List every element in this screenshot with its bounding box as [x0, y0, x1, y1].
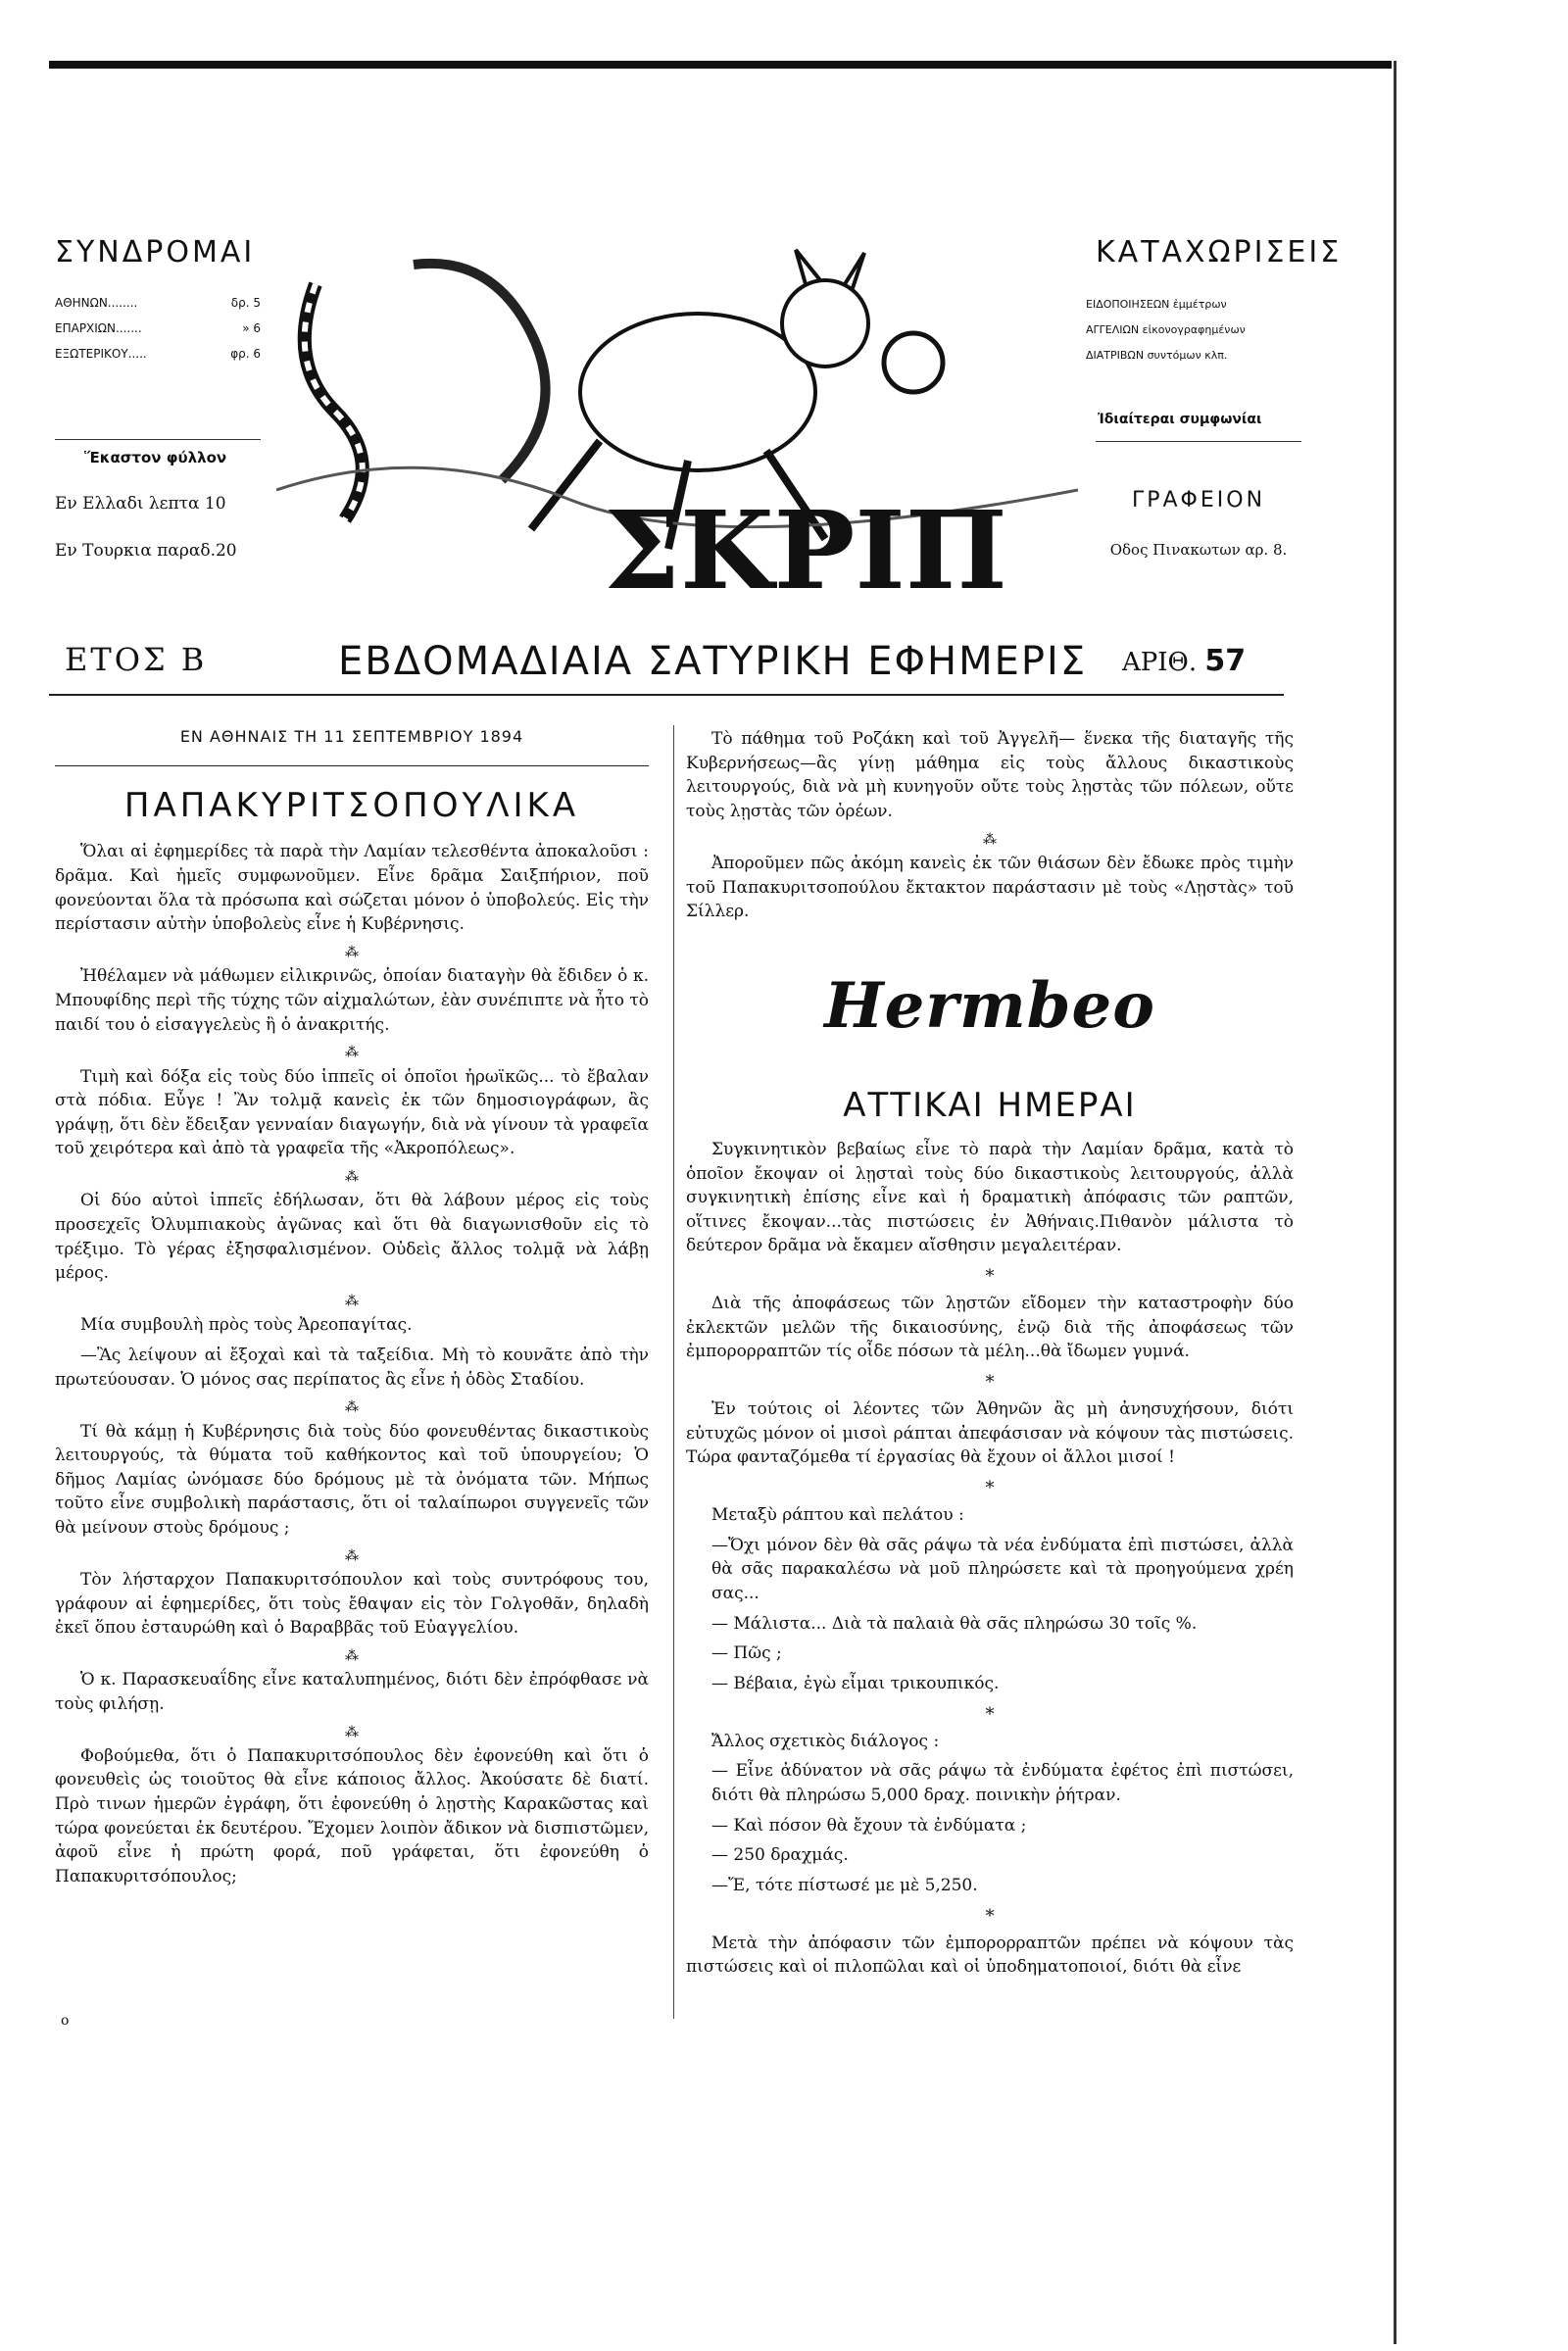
- column-divider: [673, 725, 674, 2019]
- ornament-separator: ⁂: [345, 1169, 359, 1186]
- each-issue-label: Ἕκαστον φύλλον: [84, 449, 227, 466]
- ornament-separator: ⁂: [345, 1399, 359, 1416]
- price-greece: Εν Ελλαδι λεπτα 10: [55, 494, 226, 514]
- paragraph: Μεταξὺ ράπτου καὶ πελάτου :: [711, 1505, 964, 1526]
- ads-row: ΑΓΓΕΛΙΩΝ εἰκονογραφημένων: [1086, 323, 1246, 336]
- dialogue-line: — Πῶς ;: [711, 1643, 782, 1664]
- paragraph: Ἀποροῦμεν πῶς ἀκόμη κανεὶς ἐκ τῶν θιάσων δὲν ἔδωκε πρὸς τιμὴν τοῦ Παπακυριτσοπούλου ἔκτακτον παράστασιν μὲ τοὺς «Λῃστὰς» τοῦ Σίλλερ.: [686, 853, 1294, 922]
- office-address: Οδος Πινακωτων αρ. 8.: [1109, 541, 1288, 559]
- cartoon-title: ΣΚΡΙΠ: [604, 487, 1007, 610]
- asterisk-separator: *: [985, 1703, 995, 1725]
- paragraph: Τὸν λήσταρχον Παπακυριτσόπουλον καὶ τοὺς συντρόφους του, γράφουν αἱ ἐφημερίδες, ὅτι τοὺς ἔθαψαν εἰς τὸν Γολγοθᾶν, δηλαδὴ ἐκεῖ ὅπου ἐσταυρώθη καὶ ὁ Βαραββᾶς τοῦ Εὐαγγελίου.: [55, 1570, 649, 1639]
- asterisk-separator: *: [985, 1478, 995, 1499]
- ornament-separator: ⁂: [983, 831, 997, 848]
- masthead-cartoon: [276, 245, 1078, 610]
- ornament-separator: ⁂: [345, 1547, 359, 1564]
- paragraph: Ἄλλος σχετικὸς διάλογος :: [711, 1731, 940, 1751]
- dialogue-line: — Μάλιστα... Διὰ τὰ παλαιὰ θὰ σᾶς πληρώσω 30 τοῖς %.: [711, 1613, 1198, 1634]
- paragraph: Ἠθέλαμεν νὰ μάθωμεν εἰλικρινῶς, ὁποίαν διαταγὴν θὰ ἔδιδεν ὁ κ. Μπουφίδης περὶ τῆς τύχης τῶν αἰχμαλώτων, ἐὰν συνέπιπτε νὰ ἦτο τὸ παιδί του ὁ εἰσαγγελεὺς ἢ ὁ ἀνακριτής.: [55, 966, 649, 1035]
- paragraph: Τιμὴ καὶ δόξα εἰς τοὺς δύο ἱππεῖς οἱ ὁποῖοι ἡρωϊκῶς... τὸ ἔβαλαν στὰ πόδια. Εὖγε ! Ἂν τολμᾷ κανεὶς ἐκ τῶν δημοσιογράφων, ἂς γράψῃ, ὅτι δὲν ἔδειξαν γενναίαν διαγωγήν, διὰ νὰ γίνουν τὰ γραφεῖα τοῦ χειρότερα καὶ ἀπὸ τὰ γραφεῖα τῆς «Ἀκροπόλεως».: [55, 1066, 649, 1159]
- stray-mark: o: [61, 2013, 70, 2029]
- paragraph: Ὅλαι αἱ ἐφημερίδες τὰ παρὰ τὴν Λαμίαν τελεσθέντα ἀποκαλοῦσι : δρᾶμα. Καὶ ἡμεῖς συμφωνοῦμεν. Εἶνε δρᾶμα Σαιξπήριον, ποῦ φονεύονται ὅλα τὰ πρόσωπα καὶ σώζεται μόνον ὁ ὑποβολεύς. Εἰς τὴν περίστασιν αὐτὴν ὑποβολεὺς εἶνε ἡ Κυβέρνησις.: [55, 842, 649, 935]
- paragraph: Τὸ πάθημα τοῦ Ροζάκη καὶ τοῦ Ἀγγελῆ— ἕνεκα τῆς διαταγῆς τῆς Κυβερνήσεως—ἂς γίνῃ μάθημα εἰς τοὺς ἄλλους δικαστικοὺς λειτουργούς, διὰ νὰ μὴ κυνηγοῦν οὔτε τοὺς λῃστὰς τῶν πόλεων, οὔτε τοὺς λῃστὰς τῶν ὀρέων.: [686, 729, 1294, 821]
- ads-special-terms: Ἰδιαίτεραι συμφωνίαι: [1098, 412, 1262, 427]
- dialogue-line: — Βέβαια, ἐγὼ εἶμαι τρικουπικός.: [711, 1674, 1000, 1694]
- ads-row: ΕΙΔΟΠΟΙΗΣΕΩΝ ἐμμέτρων: [1086, 298, 1227, 311]
- dialogue-line: — 250 δραχμάς.: [711, 1845, 849, 1866]
- paragraph: Ὁ κ. Παρασκευαΐδης εἶνε καταλυπημένος, διότι δὲν ἐπρόφθασε νὰ τοὺς φιλήσῃ.: [55, 1670, 649, 1714]
- subscription-row: ΑΘΗΝΩΝ........ δρ. 5: [55, 296, 261, 310]
- ornament-separator: ⁂: [345, 1293, 359, 1309]
- ornament-separator: ⁂: [345, 1724, 359, 1740]
- top-rule: [49, 61, 1392, 69]
- page-edge-line: [1394, 61, 1396, 2344]
- subscriptions-list: [55, 296, 261, 372]
- ornament-separator: ⁂: [345, 1045, 359, 1061]
- paragraph: Φοβούμεθα, ὅτι ὁ Παπακυριτσόπουλος δὲν ἐφονεύθη καὶ ὅτι ὁ φονευθεὶς ὡς τοιοῦτος θὰ εἶνε κάποιος ἄλλος. Ἀκούσατε δὲ διατί. Πρὸ τινων ἡμερῶν ἐγράφη, ὅτι ἐφονεύθη ὁ λῃστὴς Καρακῶστας καὶ τώρα φονεύεται ἐκ δευτέρου. Ἔχομεν λοιπὸν ἄδικον νὰ δισπιστῶμεν, ἀφοῦ εἶνε ἡ πρώτη φορά, ποῦ γράφεται, ὅτι ἐφονεύθη ὁ Παπακυριτσόπουλος;: [55, 1745, 649, 1886]
- dateline: ΕΝ ΑΘΗΝΑΙΣ ΤΗ 11 ΣΕΠΤΕΜΒΡΙΟΥ 1894: [55, 725, 649, 766]
- issue-number: ΑΡΙΘ. 57: [1122, 644, 1247, 678]
- paragraph: Ἐν τούτοις οἱ λέοντες τῶν Ἀθηνῶν ἂς μὴ ἀνησυχήσουν, διότι εὐτυχῶς μόνον οἱ μισοὶ ράπται ἀπεφάσισαν νὰ κόψουν τὰς πιστώσεις. Τώρα φανταζόμεθα τί ἐργασίας θὰ ἔχουν οἱ ἄλλοι μισοί !: [686, 1399, 1294, 1468]
- left-column: [55, 725, 649, 1895]
- newspaper-subtitle: ΕΒΔΟΜΑΔΙΑΙΑ ΣΑΤΥΡΙΚΗ ΕΦΗΜΕΡΙΣ: [338, 639, 1088, 684]
- paragraph: Οἱ δύο αὐτοὶ ἱππεῖς ἐδήλωσαν, ὅτι θὰ λάβουν μέρος εἰς τοὺς προσεχεῖς Ὀλυμπιακοὺς ἀγῶνας καὶ ὅτι θὰ διαγωνισθοῦν εἰς τὸ τρέξιμο. Τὸ γέρας ἐξησφαλισμένον. Οὐδεὶς ἄλλος τολμᾷ νὰ λάβῃ μέρος.: [55, 1191, 649, 1284]
- ornament-separator: ⁂: [345, 1647, 359, 1664]
- dialogue-line: — Καὶ πόσον θὰ ἔχουν τὰ ἐνδύματα ;: [711, 1815, 1027, 1836]
- subscriptions-divider: [55, 439, 261, 440]
- dialogue-line: —Ὄχι μόνον δὲν θὰ σᾶς ράψω τὰ νέα ἐνδύματα ἐπὶ πιστώσει, ἀλλὰ θὰ σᾶς παρακαλέσω νὰ μοῦ πληρώσετε καὶ τὰ προηγούμενα χρέη σας...: [711, 1535, 1294, 1604]
- paragraph: Μία συμβουλὴ πρὸς τοὺς Ἀρεοπαγίτας.: [80, 1315, 413, 1336]
- subscription-row: ΕΠΑΡΧΙΩΝ....... » 6: [55, 321, 261, 335]
- dialogue-line: —Ἔ, τότε πίστωσέ με μὲ 5,250.: [711, 1875, 978, 1895]
- right-column: [686, 727, 1294, 1985]
- paragraph: Μετὰ τὴν ἀπόφασιν τῶν ἐμπορορραπτῶν πρέπει νὰ κόψουν τὰς πιστώσεις καὶ οἱ πιλοπῶλαι καὶ οἱ ὑποδηματοποιοί, διότι θὰ εἶνε: [686, 1933, 1294, 1978]
- subscription-row: ΕΞΩΤΕΡΙΚΟΥ..... φρ. 6: [55, 347, 261, 361]
- office-title: ΓΡΑΦΕΙΟΝ: [1131, 488, 1266, 513]
- paragraph: Διὰ τῆς ἀποφάσεως τῶν λῃστῶν εἴδομεν τὴν καταστροφὴν δύο ἐκλεκτῶν μελῶν τῆς δικαιοσύνης, ἐνῷ διὰ τῆς ἀποφάσεως τῶν ἐμπορορραπτῶν τίς οἶδε πόσων τὰ μέλη...θὰ ἴδωμεν γυμνά.: [686, 1294, 1294, 1362]
- subscriptions-title: ΣΥΝΔΡΟΜΑΙ: [55, 235, 256, 269]
- article-headline: ΠΑΠΑΚΥΡΙΤΣΟΠΟΥΛΙΚΑ: [123, 786, 580, 826]
- paragraph: Τί θὰ κάμῃ ἡ Κυβέρνησις διὰ τοὺς δύο φονευθέντας δικαστικοὺς λειτουργούς, τὰ θύματα τοῦ καθήκοντος καὶ τοῦ ὑπουργείου; Ὁ δῆμος Λαμίας ὠνόμασε δύο δρόμους μὲ τὰ ὀνόματα τῶν. Μήπως τοῦτο εἶνε συμβολικὴ παράστασις, ὅτι οἱ ταλαίπωροι συγγενεῖς τῶν θὰ μείνουν στοὺς δρόμους ;: [55, 1421, 649, 1539]
- section-title: ΑΤΤΙΚΑΙ ΗΜΕΡΑΙ: [843, 1085, 1137, 1125]
- asterisk-separator: *: [985, 1372, 995, 1394]
- paragraph: —Ἂς λείψουν αἱ ἔξοχαὶ καὶ τὰ ταξείδια. Μὴ τὸ κουνᾶτε ἀπὸ τὴν πρωτεύουσαν. Ὁ μόνος σας περίπατος ἂς εἶνε ἡ ὁδὸς Σταδίου.: [55, 1345, 649, 1390]
- issue-rule: [49, 694, 1284, 696]
- paragraph: Συγκινητικὸν βεβαίως εἶνε τὸ παρὰ τὴν Λαμίαν δρᾶμα, κατὰ τὸ ὁποῖον ἔκοψαν οἱ λῃσταὶ τοὺς δύο δικαστικοὺς λειτουργούς, ἀλλὰ συγκινητικὴ ἐπίσης εἶνε καὶ ἡ δραματικὴ ἀπόφασις τῶν ραπτῶν, οἵτινες ἔκοψαν...τὰς πιστώσεις ἐν Ἀθήναις.Πιθανὸν μάλιστα τὸ δεύτερον δρᾶμα νὰ ἔκαμεν αἴσθησιν μεγαλειτέραν.: [686, 1139, 1294, 1256]
- devil-figure: [580, 314, 815, 470]
- asterisk-separator: *: [985, 1266, 995, 1288]
- ornament-separator: ⁂: [345, 945, 359, 961]
- devil-head: [782, 280, 868, 367]
- devil-hand: [884, 333, 943, 392]
- dialogue-line: — Εἶνε ἀδύνατον νὰ σᾶς ράψω τὰ ἐνδύματα ἐφέτος ἐπὶ πιστώσει, διότι θὰ πληρώσω 5,000 δραχ. ποινικὴν ῥήτραν.: [711, 1761, 1294, 1806]
- year-label: ΕΤΟΣ Β: [65, 641, 208, 678]
- ads-title: ΚΑΤΑΧΩΡΙΣΕΙΣ: [1096, 235, 1343, 269]
- ads-row: ΔΙΑΤΡΙΒΩΝ συντόμων κλπ.: [1086, 349, 1228, 362]
- asterisk-separator: *: [985, 1905, 995, 1927]
- price-turkey: Εν Τουρκια παραδ.20: [55, 541, 237, 561]
- ads-divider: [1096, 441, 1301, 442]
- author-signature: Hermbeo: [824, 968, 1155, 1043]
- ads-list: [1086, 298, 1311, 374]
